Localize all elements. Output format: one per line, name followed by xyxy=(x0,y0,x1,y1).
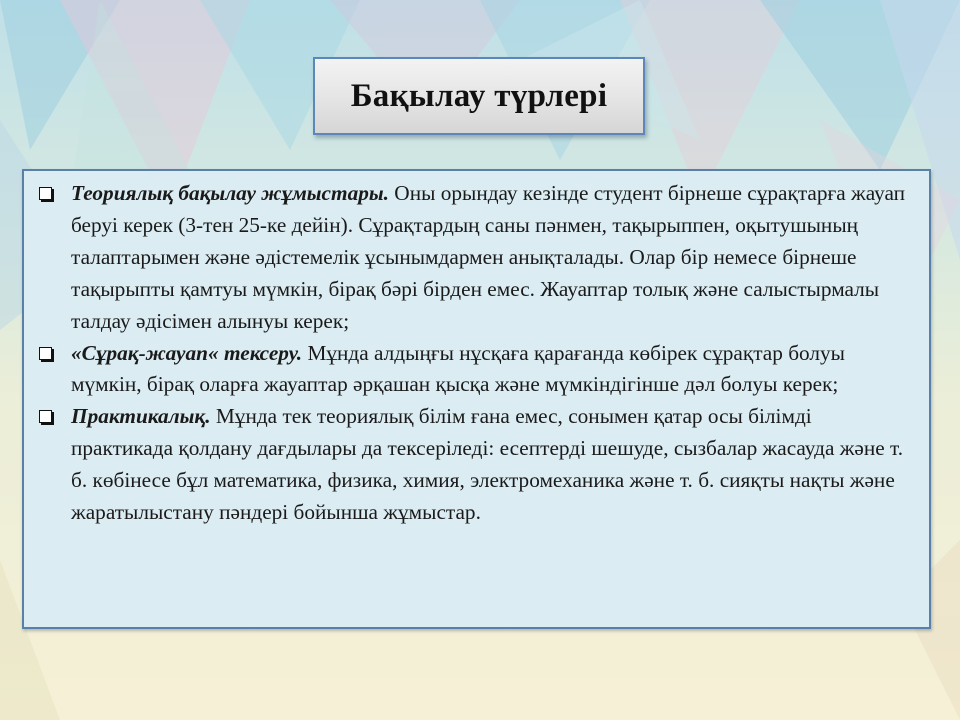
checkbox-bullet-icon xyxy=(39,347,52,360)
item-term: Теориялық бақылау жұмыстары. xyxy=(71,181,389,205)
content-box xyxy=(22,169,931,629)
list-item xyxy=(38,338,915,402)
item-term: «Сұрақ-жауап« тексеру. xyxy=(71,340,303,365)
item-text: Мұнда тек теориялық білім ғана емес, сонымен қатар осы білімді практикада қолдану дағдылары да тексеріледі: есептерді шешуде, сызбалар жасауда және т. б. көбінесе бұл математика, физика, химия, электромеханика және т. б. сияқты нақты және жаратылыстану пәндері бойынша жұмыстар. xyxy=(71,404,904,525)
item-text: Оны орындау кезінде студент бірнеше сұрақтарға жауап беруі керек (3-тен 25-ке дейін). Сұрақтардың саны пәнмен, тақырыппен, оқытушының талаптарымен және әдістемелік ұсынымдармен анықталады. Олар бір немесе бірнеше тақырыпты қамтуы мүмкін, бірақ бәрі бірден емес. Жауаптар толық және салыстырмалы талдау әдісімен алынуы керек; xyxy=(71,181,906,333)
item-term: Практикалық. xyxy=(71,404,211,429)
list-item xyxy=(38,401,915,529)
title-box xyxy=(313,57,645,135)
checkbox-bullet-icon xyxy=(39,187,52,200)
item-text: Мұнда алдыңғы нұсқаға қарағанда көбірек сұрақтар болуы мүмкін, бірақ оларға жауаптар әрқашан қысқа және мүмкіндігінше дәл болуы керек; xyxy=(71,340,845,397)
list-item xyxy=(38,178,915,338)
checkbox-bullet-icon xyxy=(39,410,52,423)
slide-title: Бақылау түрлері xyxy=(350,77,608,114)
